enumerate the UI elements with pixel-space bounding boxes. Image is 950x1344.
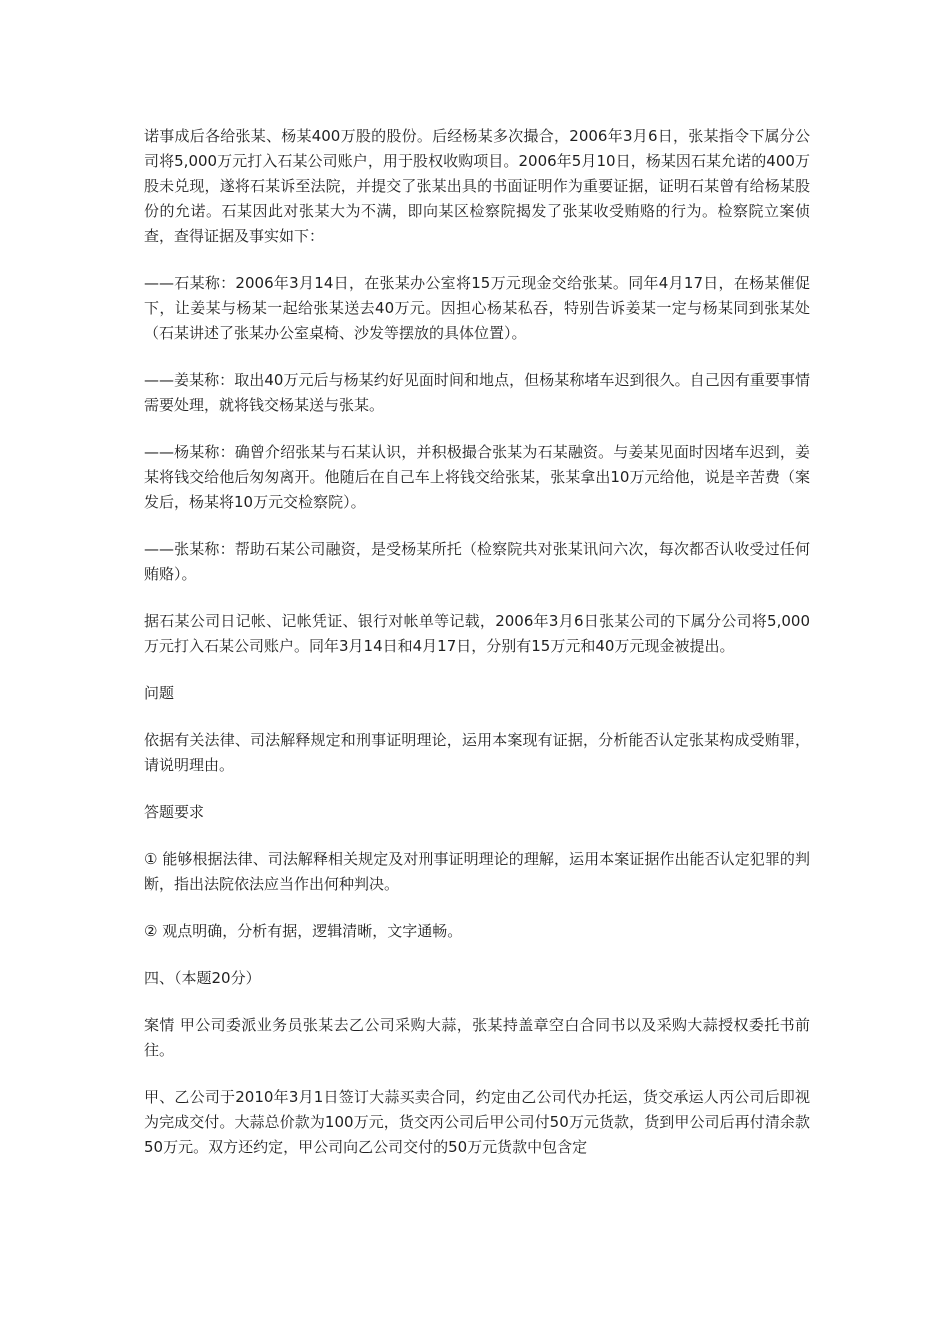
heading-question: 问题 [144,684,175,702]
paragraph-accounting-records: 据石某公司日记帐、记帐凭证、银行对帐单等记载，2006年3月6日张某公司的下属分公司将5,000万元打入石某公司账户。同年3月14日和4月17日，分别有15万元和40万元现金被提出。 [144,612,810,655]
paragraph-case-intro: 案情 甲公司委派业务员张某去乙公司采购大蒜，张某持盖章空白合同书以及采购大蒜授权委托书前往。 [144,1016,810,1059]
section-heading-four: 四、（本题20分） [144,969,261,987]
paragraph-jiang-statement: ——姜某称：取出40万元后与杨某约好见面时间和地点，但杨某称堵车迟到很久。自己因有重要事情需要处理，就将钱交杨某送与张某。 [144,371,810,414]
paragraph-yang-statement: ——杨某称：确曾介绍张某与石某认识，并积极撮合张某为石某融资。与姜某见面时因堵车迟到，姜某将钱交给他后匆匆离开。他随后在自己车上将钱交给张某，张某拿出10万元给他，说是辛苦费（案发后，杨某将10万元交检察院）。 [144,443,810,511]
paragraph-contract-terms: 甲、乙公司于2010年3月1日签订大蒜买卖合同，约定由乙公司代办托运，货交承运人丙公司后即视为完成交付。大蒜总价款为100万元，货交丙公司后甲公司付50万元货款，货到甲公司后再付清余款50万元。双方还约定，甲公司向乙公司交付的50万元货款中包含定 [144,1088,810,1156]
requirement-item-2: ② 观点明确，分析有据，逻辑清晰，文字通畅。 [144,922,463,940]
paragraph-case-background: 诺事成后各给张某、杨某400万股的股份。后经杨某多次撮合，2006年3月6日，张某指令下属分公司将5,000万元打入石某公司账户，用于股权收购项目。2006年5月10日，杨某因石某允诺的400万股未兑现，遂将石某诉至法院，并提交了张某出具的书面证明作为重要证据，证明石某曾有给杨某股份的允诺。石某因此对张某大为不满，即向某区检察院揭发了张某收受贿赂的行为。检察院立案侦查，查得证据及事实如下： [144,127,810,245]
paragraph-zhang-statement: ——张某称：帮助石某公司融资，是受杨某所托（检察院共对张某讯问六次，每次都否认收受过任何贿赂）。 [144,540,810,583]
heading-answer-requirements: 答题要求 [144,803,205,821]
paragraph-shi-statement: ——石某称：2006年3月14日，在张某办公室将15万元现金交给张某。同年4月17日，在杨某催促下，让姜某与杨某一起给张某送去40万元。因担心杨某私吞，特别告诉姜某一定与杨某同到张某处（石某讲述了张某办公室桌椅、沙发等摆放的具体位置）。 [144,274,810,342]
paragraph-question-text: 依据有关法律、司法解释规定和刑事证明理论，运用本案现有证据，分析能否认定张某构成受贿罪，请说明理由。 [144,731,810,774]
document-page [144,124,810,1182]
requirement-item-1: ① 能够根据法律、司法解释相关规定及对刑事证明理论的理解，运用本案证据作出能否认定犯罪的判断，指出法院依法应当作出何种判决。 [144,850,810,893]
